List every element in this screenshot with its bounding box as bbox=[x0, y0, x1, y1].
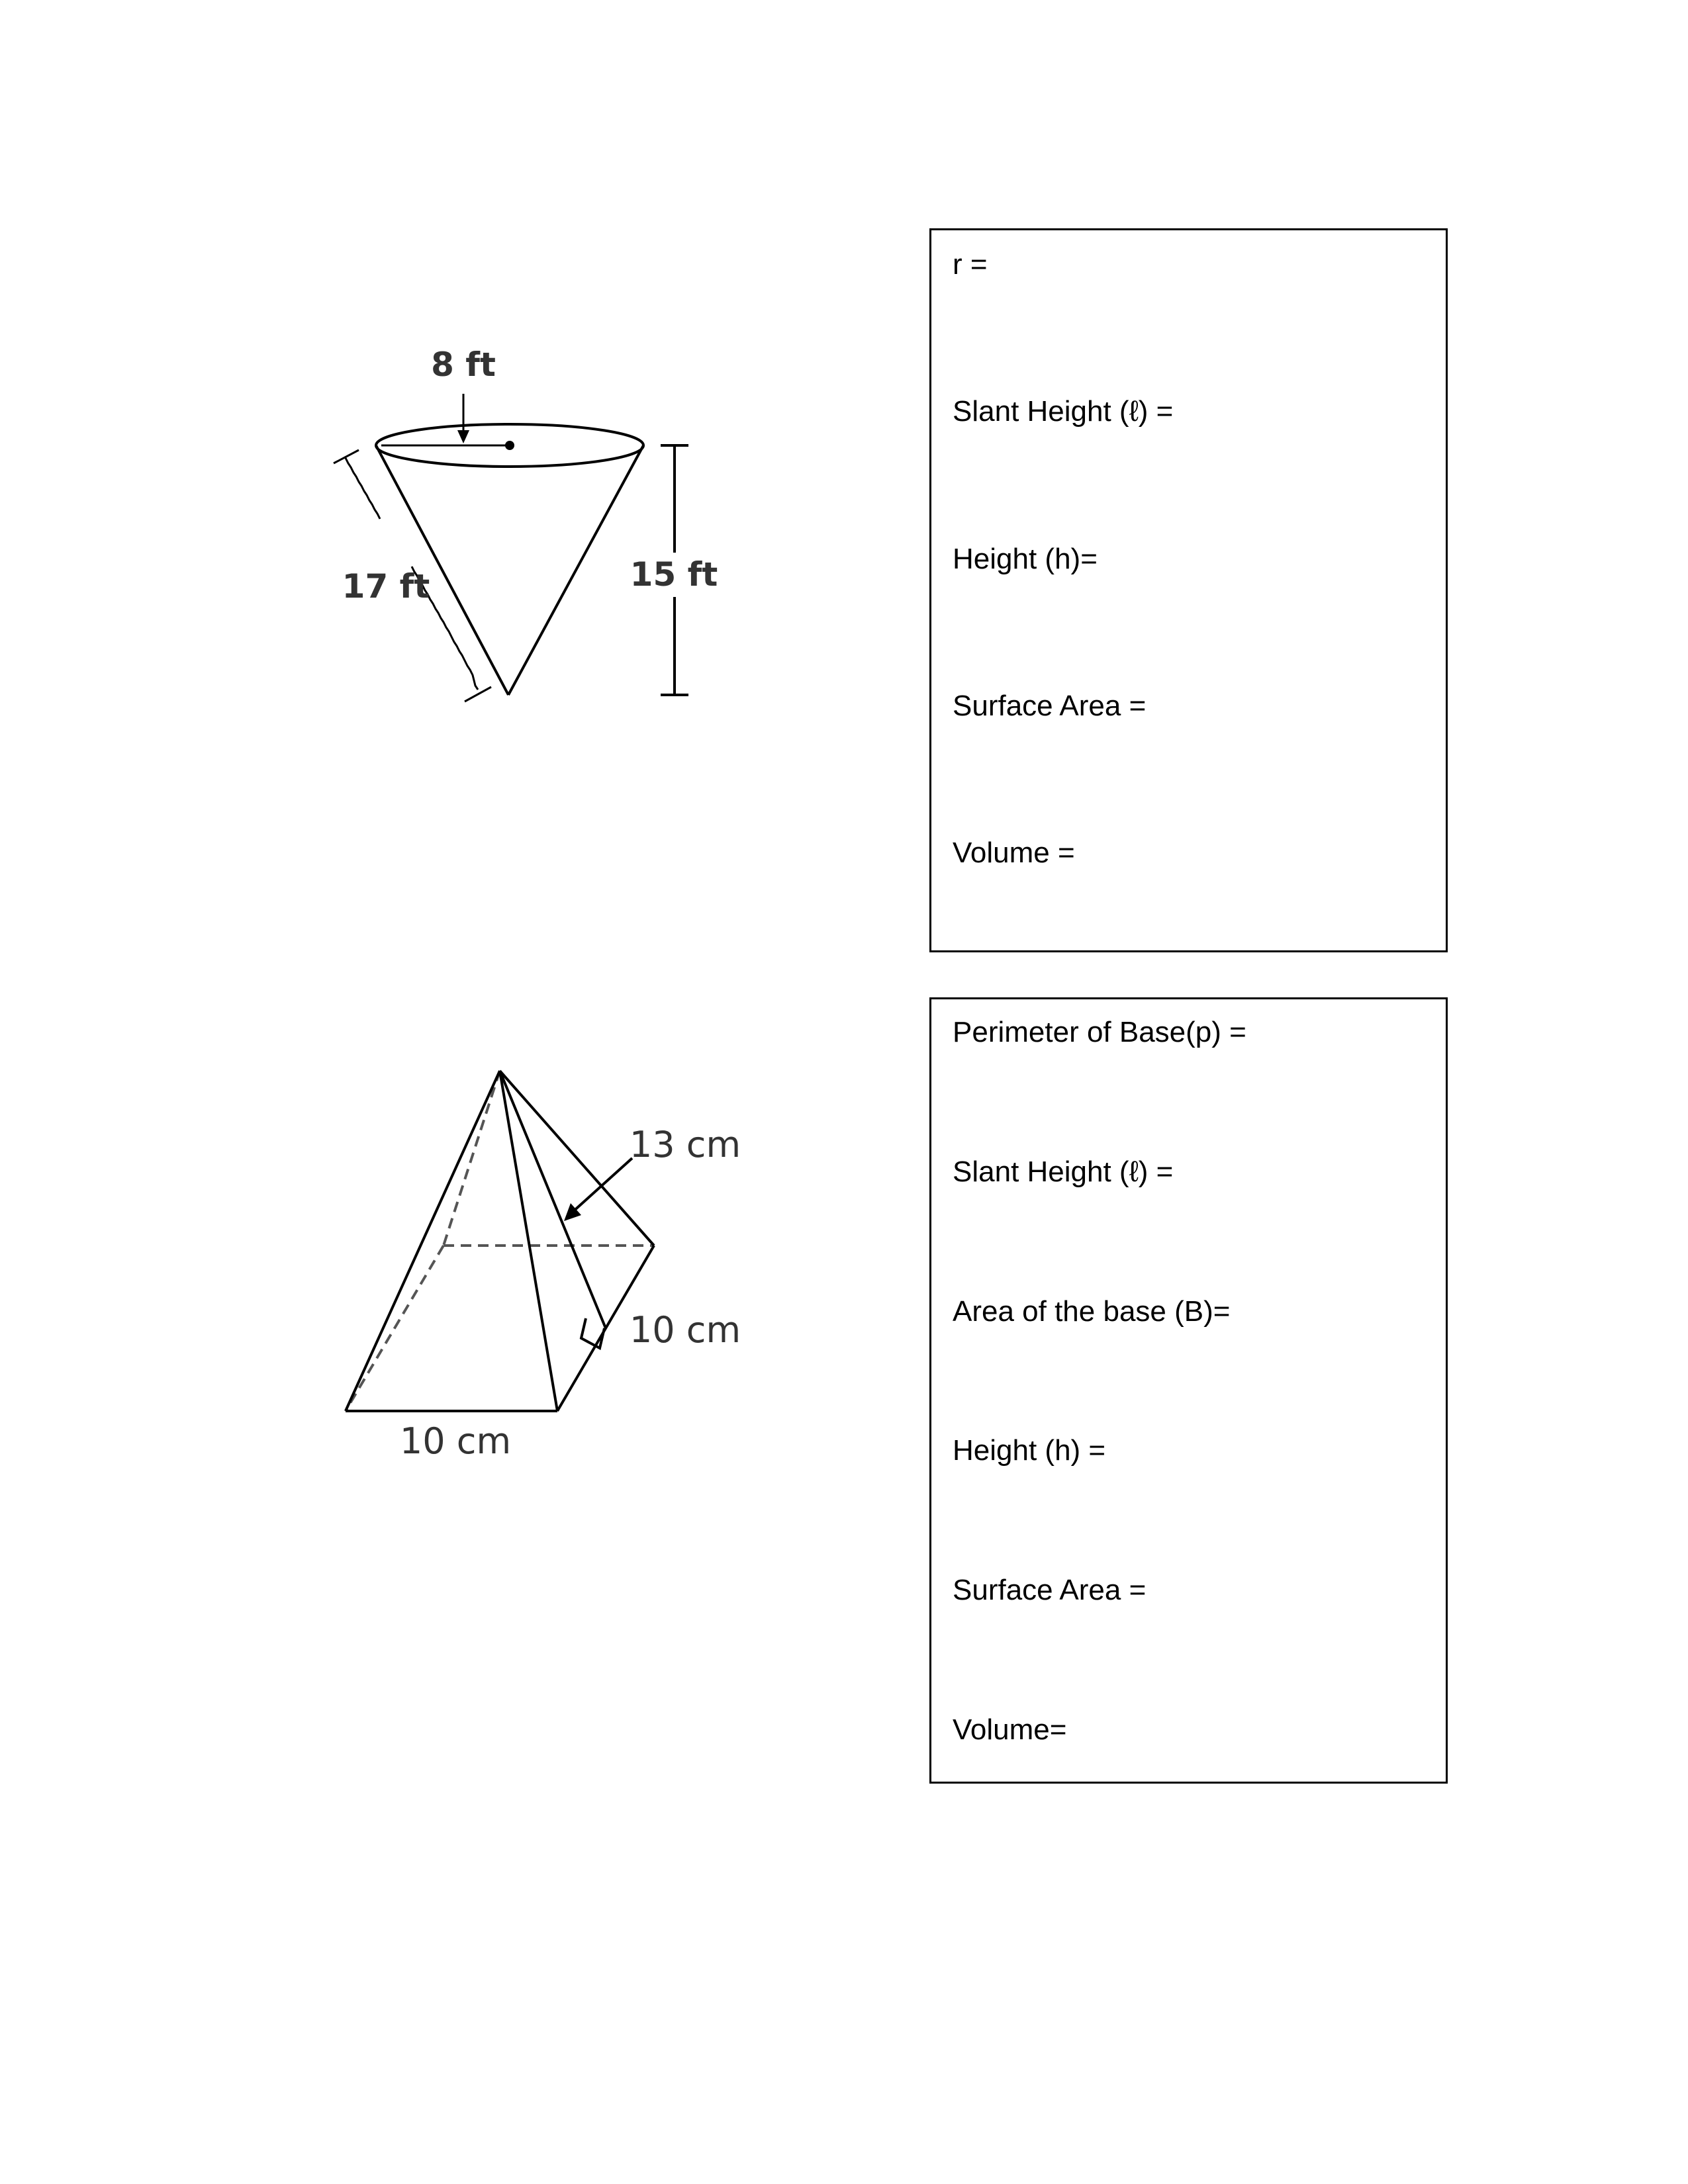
pyramid-hidden-left-edge bbox=[346, 1246, 444, 1411]
pyramid-slant-height-line bbox=[500, 1071, 606, 1328]
pyramid-hidden-apex-edge bbox=[444, 1071, 500, 1246]
cone-height-field: Height (h)= bbox=[953, 543, 1098, 575]
pyramid-edge-left bbox=[346, 1071, 500, 1411]
cone-figure bbox=[318, 344, 741, 741]
cone-height-label: 15 ft bbox=[630, 555, 718, 594]
cone-center-dot bbox=[505, 441, 514, 450]
cone-diagram bbox=[318, 344, 741, 741]
pyramid-perimeter-field: Perimeter of Base(p) = bbox=[953, 1016, 1246, 1048]
pyramid-figure bbox=[324, 1052, 788, 1482]
pyramid-slant-height-field: Slant Height (ℓ) = bbox=[953, 1156, 1174, 1188]
slant-arrow-shaft bbox=[571, 1158, 632, 1213]
cone-radius-label: 8 ft bbox=[431, 345, 496, 384]
cone-answer-box bbox=[929, 228, 1448, 952]
cone-surface-area-field: Surface Area = bbox=[953, 690, 1147, 722]
pyramid-side-label: 10 cm bbox=[629, 1309, 741, 1351]
pyramid-answer-box bbox=[929, 997, 1448, 1784]
cone-slant-height-field: Slant Height (ℓ) = bbox=[953, 395, 1174, 428]
pyramid-diagram bbox=[324, 1052, 788, 1482]
pyramid-surface-area-field: Surface Area = bbox=[953, 1574, 1147, 1606]
radius-arrow-head bbox=[457, 430, 469, 443]
pyramid-volume-field: Volume= bbox=[953, 1713, 1067, 1746]
cone-slant-label: 17 ft bbox=[342, 567, 430, 606]
right-angle-marker bbox=[581, 1318, 604, 1348]
slant-dimension-upper bbox=[346, 458, 380, 519]
cone-radius-field: r = bbox=[953, 248, 988, 281]
cone-right-side bbox=[508, 445, 643, 695]
pyramid-edge-front-right bbox=[500, 1071, 557, 1411]
pyramid-height-field: Height (h) = bbox=[953, 1434, 1106, 1467]
cone-volume-field: Volume = bbox=[953, 837, 1075, 869]
pyramid-slant-label: 13 cm bbox=[629, 1124, 741, 1165]
pyramid-base-area-field: Area of the base (B)= bbox=[953, 1295, 1231, 1328]
pyramid-base-label: 10 cm bbox=[399, 1420, 512, 1462]
